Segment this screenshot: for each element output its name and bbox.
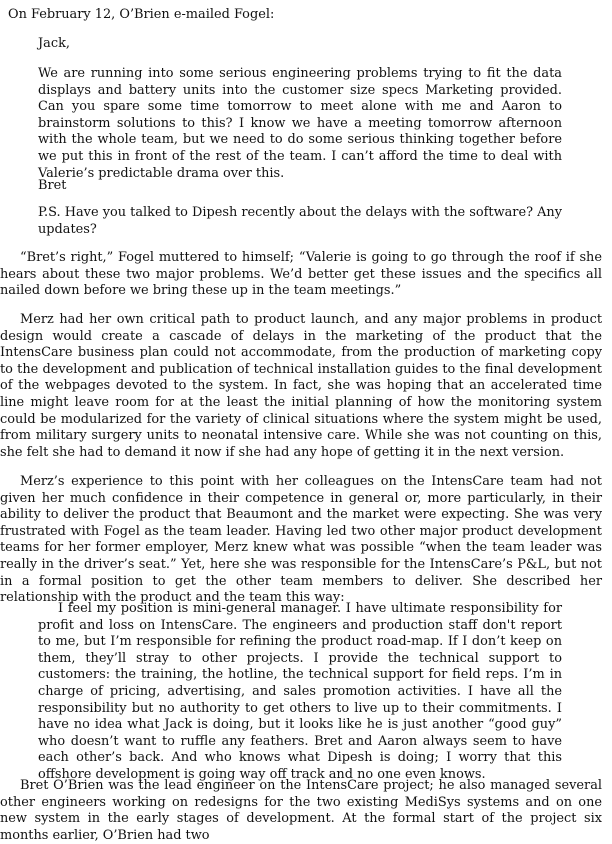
block-quote: I feel my position is mini-general manager. I have ultimate responsibility for profit and loss on IntensCare. The engineers and production staff don't report to me, but I’m responsible for refining the product road-map. If I don’t keep on them, they’ll stray to other projects. I provide the technical support to customers: the training, the hotline, the technical support for field reps. I’m in charge of pricing, advertising, and sales promotion activities. I have all the responsibility but no authority to get others to live up to their commitments. I have no idea what Jack is doing, but it looks like he is just another “good guy” who doesn’t want to ruffle any feathers. Bret and Aaron always seem to have each other’s back. And who knows what Dipesh is doing; I worry that this offshore development is going way off track and no one even knows.	[38, 601, 562, 782]
email-signoff: Bret	[38, 178, 67, 193]
email-postscript: P.S. Have you talked to Dipesh recently about the delays with the software? Any updates?	[38, 205, 562, 237]
paragraph-fogel-reaction: “Bret’s right,” Fogel muttered to himself; “Valerie is going to go through the roof if she hears about these two major problems. We’d better get these issues and the specifics all nailed down before we bring these up in the team meetings.”	[0, 250, 602, 299]
intro-line: On February 12, O’Brien e-mailed Fogel:	[8, 7, 275, 22]
email-salutation: Jack,	[38, 36, 70, 51]
paragraph-obrien-intro: Bret O’Brien was the lead engineer on the IntensCare project; he also managed several other engineers working on redesigns for the two existing MediSys systems and on one new system in the early stages of development. At the formal start of the project six months earlier, O’Brien had two	[0, 778, 602, 843]
paragraph-merz-critical-path: Merz had her own critical path to product launch, and any major problems in product design would create a cascade of delays in the marketing of the product that the IntensCare business plan could not accommodate, from the production of marketing copy to the development and publication of technical installation guides to the final development of the webpages devoted to the system. In fact, she was hoping that an accelerated time line might leave room for at the least the initial planning of how the monitoring system could be modularized for the variety of clinical situations where the system might be used, from military surgery units to neonatal intensive care. While she was not counting on this, she felt she had to demand it now if she had any hope of getting it in the next version.	[0, 312, 602, 460]
email-body: We are running into some serious engineering problems trying to fit the data displays and battery units into the customer size specs Marketing provided. Can you spare some time tomorrow to meet alone with me and Aaron to brainstorm solutions to this? I know we have a meeting tomorrow afternoon with the whole team, but we need to do some serious thinking together before we put this in front of the rest of the team. I can’t afford the time to deal with Valerie’s predictable drama over this.	[38, 66, 562, 181]
paragraph-merz-experience: Merz’s experience to this point with her colleagues on the IntensCare team had not given her much confidence in their competence in general or, more particularly, in their ability to deliver the product that Beaumont and the market were expecting. She was very frustrated with Fogel as the team leader. Having led two other major product development teams for her former employer, Merz knew what was possible “when the team leader was really in the driver’s seat.” Yet, here she was responsible for the IntensCare’s P&L, but not in a formal position to get the other team members to deliver. She described her relationship with the product and the team this way:	[0, 474, 602, 606]
